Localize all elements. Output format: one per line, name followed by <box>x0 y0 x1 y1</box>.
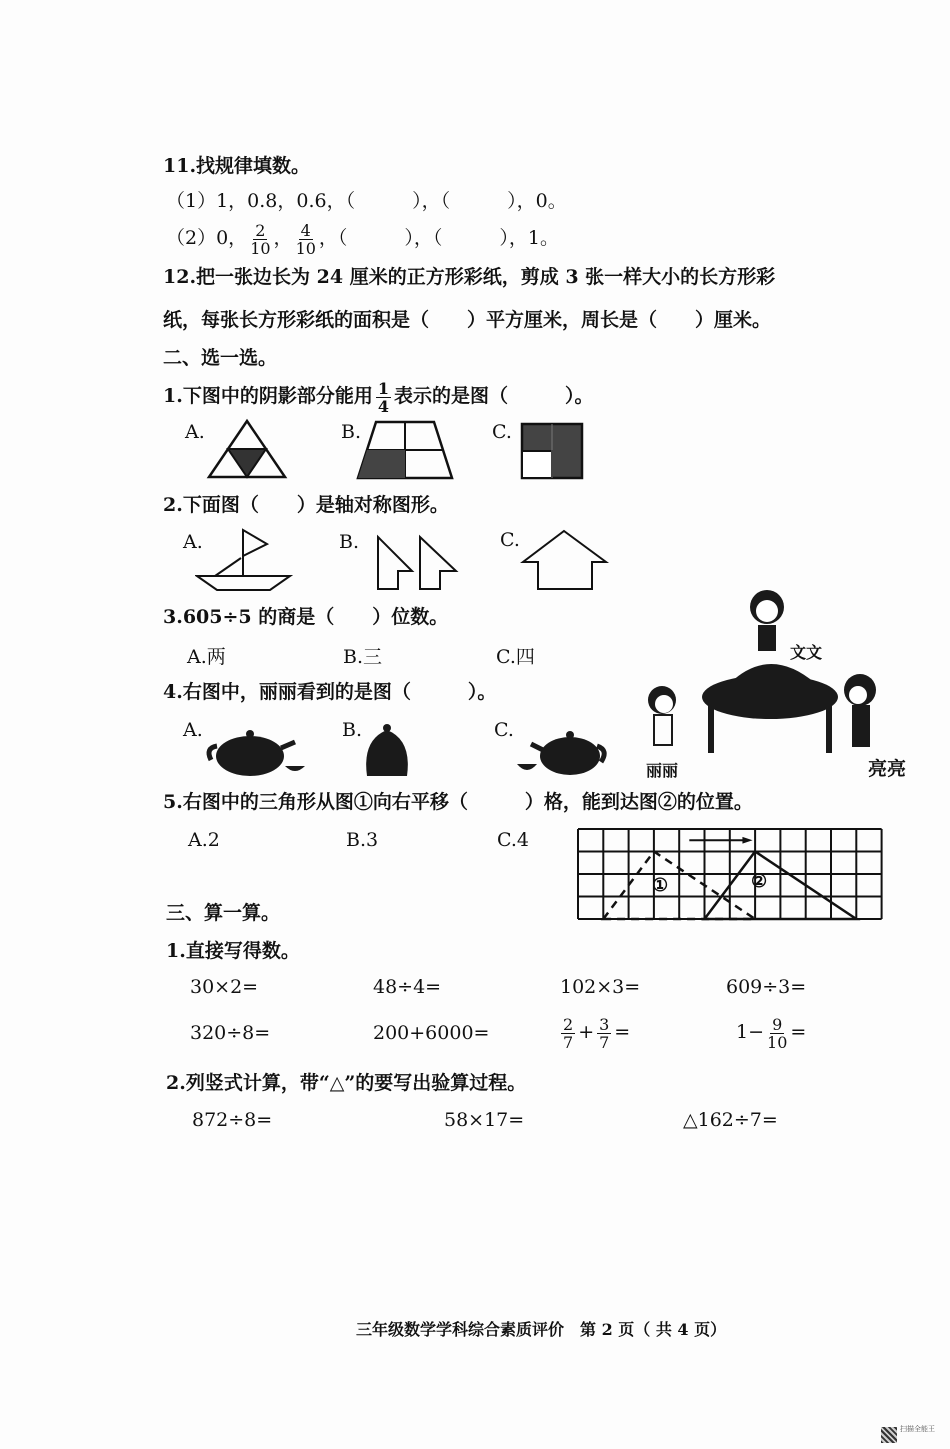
fraction <box>767 1016 787 1051</box>
option-c: C. <box>492 421 512 443</box>
fraction <box>597 1016 611 1051</box>
triangle-figure <box>205 418 290 480</box>
name-liangliang: 亮亮 <box>868 758 907 780</box>
qr-code-icon <box>881 1427 897 1443</box>
name-lili: 丽丽 <box>646 761 679 780</box>
denominator: 7 <box>599 1032 610 1052</box>
option-a: A.2 <box>188 829 220 851</box>
fraction <box>296 222 316 257</box>
page-footer: 三年级数学学科综合素质评价 第 2 页（ 共 4 页） <box>356 1320 727 1339</box>
numerator: 1 <box>377 378 389 398</box>
equals: = <box>790 1021 807 1043</box>
denominator: 10 <box>295 238 316 258</box>
vertical-calc-item: 872÷8= <box>192 1109 273 1131</box>
fraction <box>376 380 391 415</box>
calc-item-fraction-sum <box>558 1010 630 1054</box>
section3-heading: 三、算一算。 <box>166 902 281 924</box>
table-scene-illustration <box>640 585 920 755</box>
s3-q2-title: 2.列竖式计算，带“△”的要写出验算过程。 <box>166 1072 527 1094</box>
arrow-head <box>742 837 752 844</box>
calc-item: 609÷3= <box>726 976 807 998</box>
option-b: B. <box>339 531 360 553</box>
option-c: C. <box>494 719 514 741</box>
q12-line1: 12.把一张边长为 24 厘米的正方形彩纸，剪成 3 张一样大小的长方形彩 <box>163 266 776 288</box>
option-a: A. <box>183 719 203 741</box>
calc-item: 102×3= <box>560 976 641 998</box>
q11-line2-prefix: （2）0， <box>166 227 248 249</box>
prefix: 1− <box>736 1021 765 1043</box>
q12-line2: 纸，每张长方形彩纸的面积是（ ）平方厘米，周长是（ ）厘米。 <box>163 309 772 331</box>
fraction <box>250 222 270 257</box>
q11-line2 <box>166 218 559 258</box>
s2-q1-suffix: 表示的是图（ ）。 <box>393 385 594 407</box>
q11-line2-suffix: ，（ ），（ ），1。 <box>318 227 560 249</box>
s2-q3: 3.605÷5 的商是（ ）位数。 <box>163 606 449 628</box>
denominator: 10 <box>767 1032 788 1052</box>
section2-heading: 二、选一选。 <box>163 347 278 369</box>
label-figure-1: ① <box>652 875 669 896</box>
calc-item: 200+6000= <box>373 1022 490 1044</box>
fraction <box>561 1016 575 1051</box>
separator: ， <box>273 227 293 249</box>
s2-q5: 5.右图中的三角形从图①向右平移（ ）格，能到达图②的位置。 <box>163 791 753 813</box>
numerator: 4 <box>300 220 311 240</box>
denominator: 7 <box>563 1032 574 1052</box>
option-c: C.四 <box>496 646 535 668</box>
s3-q1-title: 1.直接写得数。 <box>166 940 300 962</box>
option-a: A. <box>185 421 205 443</box>
option-b: B. <box>342 719 363 741</box>
label-figure-2: ② <box>751 871 768 892</box>
option-b: B. <box>341 421 362 443</box>
numerator: 2 <box>563 1014 574 1034</box>
denominator: 10 <box>250 238 271 258</box>
translation-grid <box>575 826 887 924</box>
calc-item: 30×2= <box>190 976 259 998</box>
option-a: A.两 <box>187 646 226 668</box>
option-b: B.3 <box>346 829 379 851</box>
s2-q2: 2.下面图（ ）是轴对称图形。 <box>163 494 449 516</box>
option-b: B.三 <box>343 646 383 668</box>
calc-item: 48÷4= <box>373 976 442 998</box>
teapot-front-icon <box>362 720 412 778</box>
name-wenwen: 文文 <box>790 643 823 662</box>
teapot-side-icon <box>205 718 310 778</box>
equals: = <box>614 1021 631 1043</box>
vertical-calc-item: △162÷7= <box>683 1109 778 1131</box>
calc-item-fraction-diff <box>736 1010 806 1054</box>
q11-line1: （1）1，0.8，0.6，（ ），（ ），0。 <box>166 190 567 212</box>
s2-q1-prefix: 1.下图中的阴影部分能用 <box>163 385 373 407</box>
option-c: C. <box>500 529 520 551</box>
option-a: A. <box>183 531 203 553</box>
numerator: 2 <box>255 220 266 240</box>
s2-q1 <box>163 376 594 416</box>
calc-item: 320÷8= <box>190 1022 271 1044</box>
house-arrow-figure <box>520 528 610 592</box>
q11-title: 11.找规律填数。 <box>163 155 311 177</box>
option-c: C.4 <box>497 829 529 851</box>
trapezoid-figure <box>356 420 454 480</box>
arrows-figure <box>374 533 462 593</box>
numerator: 3 <box>599 1014 610 1034</box>
teapot-other-side-icon <box>515 720 607 778</box>
square-figure <box>520 422 584 480</box>
vertical-calc-item: 58×17= <box>444 1109 525 1131</box>
operator: + <box>578 1021 595 1043</box>
boat-figure <box>195 528 293 592</box>
watermark: 扫描全能王 <box>900 1425 935 1433</box>
numerator: 9 <box>772 1014 783 1034</box>
denominator: 4 <box>377 396 389 416</box>
s2-q4: 4.右图中，丽丽看到的是图（ ）。 <box>163 681 497 703</box>
